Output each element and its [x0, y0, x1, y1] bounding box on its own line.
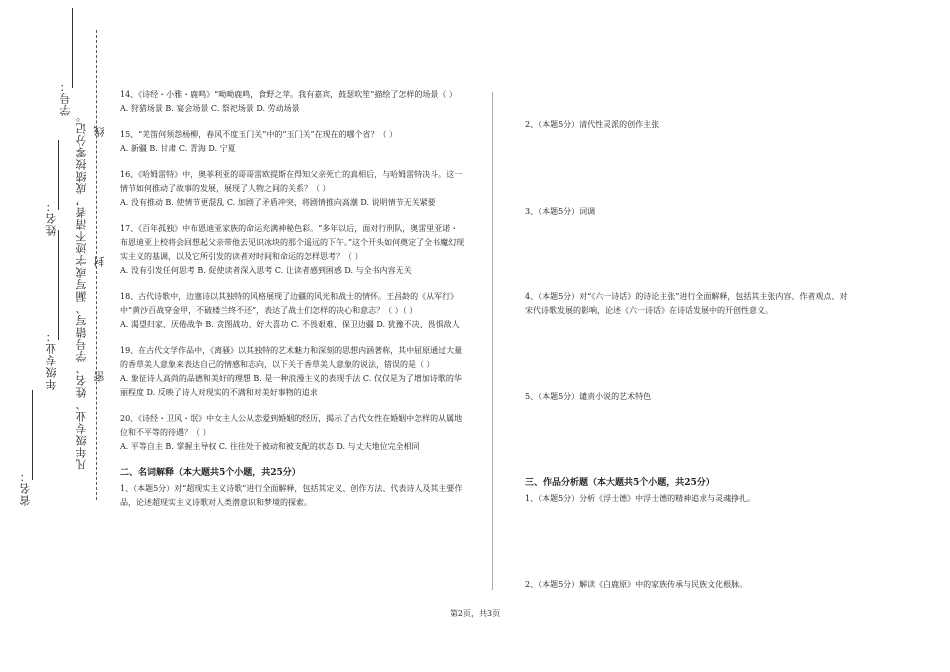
- question-options: A. 新疆 B. 甘肃 C. 青海 D. 宁夏: [120, 144, 236, 153]
- question-options: A. 象征诗人高尚的品德和美好的理想 B. 是一种浪漫主义的表现手法 C. 仅仅是为了增加诗歌的华丽程度 D. 反映了诗人对现实的不满和对美好事物的追求: [120, 374, 462, 397]
- seal-mark-feng: 封: [93, 255, 106, 267]
- name-underline: [58, 140, 59, 210]
- section-3-title: 三、作品分析题（本大题共5个小题，共25分）: [525, 478, 715, 488]
- seal-mark-mi: 密: [93, 370, 106, 382]
- column-divider: [492, 92, 493, 590]
- question-text: 2、（本题5分）解读《白鹿原》中的家族传承与民族文化根脉。: [525, 580, 748, 589]
- binding-warning: 凡年级专业、姓名、学号错写、漏写或字迹不清者，成绩按零分记。: [75, 110, 88, 470]
- question-14: [120, 88, 465, 116]
- grade-label: 年级专业：: [45, 330, 58, 390]
- question-15: [120, 128, 465, 156]
- question-stem: 19、在古代文学作品中，《离骚》以其独特的艺术魅力和深刻的思想内涵著称，其中屈原通过大量的香草美人意象来表达自己的情感和志向，以下关于香草美人意象的说法，错误的是（ ）: [120, 346, 463, 369]
- question-18: [120, 290, 465, 332]
- section-2-question-3: [525, 205, 855, 219]
- question-text: 4、（本题5分）对“《六一诗话》的诗论主张”进行全面解释，包括其主张内容、作者观点、对宋代诗歌发展的影响，论述《六一诗话》在诗话发展中的开创性意义。: [525, 292, 848, 315]
- section-3: [525, 476, 855, 506]
- question-options: A. 狩猎场景 B. 宴会场景 C. 祭祀场景 D. 劳动场景: [120, 104, 300, 113]
- question-stem: 15、“羌笛何须怨杨柳，春风不度玉门关”中的“玉门关”在现在的哪个省？（ ）: [120, 130, 398, 139]
- question-stem: 18、古代诗歌中，边塞诗以其独特的风格展现了边疆的风光和战士的情怀。王昌龄的《从军行》中“黄沙百战穿金甲，不破楼兰终不还”，表达了战士们怎样的决心和意志？（ ）（ ）: [120, 292, 459, 315]
- question-20: [120, 412, 465, 454]
- question-text: 3、（本题5分）词调: [525, 207, 596, 216]
- question-options: A. 没有引发任何思考 B. 促使读者深入思考 C. 让读者感到困惑 D. 与全书内容无关: [120, 266, 412, 275]
- student-id-label: 学号：: [59, 80, 72, 116]
- section-2-question-5: [525, 390, 855, 404]
- seal-mark-xian: 线: [93, 125, 106, 137]
- seal-dashed-line: [96, 30, 97, 500]
- left-column: [120, 88, 465, 510]
- province-underline: [32, 390, 33, 480]
- question-stem: 20、《诗经・卫风・氓》中女主人公从恋爱到婚姻的经历，揭示了古代女性在婚姻中怎样的从属地位和不平等的待遇？（ ）: [120, 414, 463, 437]
- name-label: 姓名：: [45, 200, 58, 236]
- question-text: 2、（本题5分）清代性灵派的创作主张: [525, 120, 660, 129]
- section-3-question-1: 1、（本题5分）分析《浮士德》中浮士德的精神追求与灵魂挣扎。: [525, 494, 756, 503]
- id-underline: [72, 8, 73, 88]
- question-options: A. 渴望归家、厌倦战争 B. 贪图战功、好大喜功 C. 不畏艰难、保卫边疆 D. 犹豫不决、畏惧敌人: [120, 320, 460, 329]
- question-stem: 17、《百年孤独》中布恩迪亚家族的命运充满神秘色彩。“多年以后，面对行刑队，奥雷里亚诺・布恩迪亚上校将会回想起父亲带他去见识冰块的那个遥远的下午。”这个开头如何奠定了全书魔幻现实主义的基调，以及它所引发的读者对时间和命运的怎样思考？（ ）: [120, 224, 465, 261]
- section-3-question-2: [525, 578, 855, 592]
- province-label: 省名：: [19, 470, 32, 506]
- question-options: A. 平等自主 B. 掌握主导权 C. 往往处于被动和被支配的状态 D. 与丈夫地位完全相同: [120, 442, 420, 451]
- binding-margin: [0, 0, 110, 672]
- section-2-question-1: 1、（本题5分）对“超现实主义诗歌”进行全面解释，包括其定义、创作方法、代表诗人及其主要作品，论述超现实主义诗歌对人类潜意识和梦境的探索。: [120, 484, 463, 507]
- question-stem: 16、《哈姆雷特》中，奥菲利亚的哥哥雷欧提斯在得知父亲死亡的真相后，与哈姆雷特决斗。这一情节如何推动了故事的发展，展现了人物之间的关系？（ ）: [120, 170, 463, 193]
- question-text: 5、（本题5分）谴责小说的艺术特色: [525, 392, 652, 401]
- question-stem: 14、《诗经・小雅・鹿鸣》“呦呦鹿鸣，食野之苹。我有嘉宾，鼓瑟吹笙”描绘了怎样的场景（ ）: [120, 90, 457, 99]
- question-options: A. 没有推动 B. 使情节更混乱 C. 加剧了矛盾冲突，将剧情推向高潮 D. 说明情节无关紧要: [120, 198, 436, 207]
- page-footer: 第2页，共3页: [449, 609, 501, 618]
- question-16: [120, 168, 465, 210]
- question-17: [120, 222, 465, 278]
- section-2-question-2: [525, 118, 855, 132]
- section-2-question-4: [525, 290, 855, 318]
- grade-underline: [58, 230, 59, 340]
- section-2-title: 二、名词解释（本大题共5个小题，共25分）: [120, 468, 301, 478]
- question-19: [120, 344, 465, 400]
